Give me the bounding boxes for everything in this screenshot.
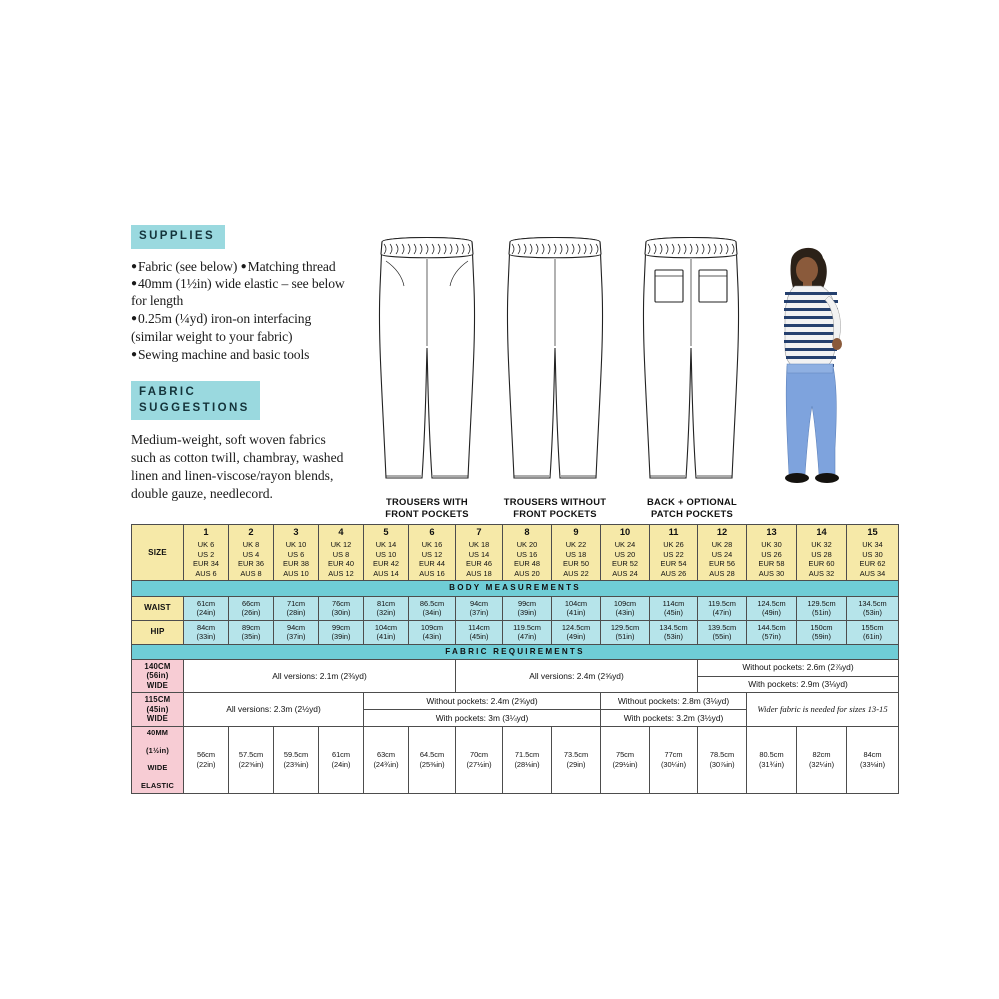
size-eur: EUR 34 [193,559,219,569]
value-in: (49in) [566,632,586,642]
value-in: (24¾in) [373,759,399,769]
size-us: US 28 [811,549,832,559]
size-aus: AUS 28 [709,568,735,578]
caption-line2: PATCH POCKETS [650,507,734,519]
value-in: (45in) [664,608,683,618]
fabric-requirements-band [132,644,899,659]
supplies-item-text: Sewing machine and basic tools [137,346,310,362]
elastic-7 [456,726,503,793]
size-col-15 [847,525,899,581]
elastic-13 [747,726,797,793]
hip-1 [184,620,229,644]
value-in: (55in) [712,632,732,642]
size-uk: UK 18 [468,539,490,549]
size-number: 11 [668,527,679,537]
value-cm: 73.5cm [563,750,589,760]
value-cm: 75cm [615,750,635,760]
value-cm: 66cm [241,598,261,608]
waist-12 [698,596,747,620]
size-eur: EUR 36 [238,559,264,569]
elastic-label [132,726,184,793]
fabric-140-label [132,659,184,693]
size-aus: AUS 12 [328,568,354,578]
label-line1: 140CM [144,661,171,671]
elastic-12 [698,726,747,793]
elastic-row [132,726,899,793]
size-col-1 [184,525,229,581]
model-wearing-trousers-illustration [757,236,869,498]
value-cm: 61cm [331,750,351,760]
value-in: (53in) [664,632,683,642]
waist-14 [797,596,847,620]
hip-9 [552,620,601,644]
elastic-10 [601,726,650,793]
size-col-9 [552,525,601,581]
waist-4 [319,596,364,620]
fabric-140-all-versions-b: All versions: 2.4m (2⅝yd) [456,659,698,693]
size-and-fabric-chart [131,524,899,794]
size-eur: EUR 46 [466,559,492,569]
fabric-heading-line1: FABRIC [139,386,197,399]
value-cm: 119.5cm [513,622,541,632]
size-number: 13 [766,527,777,537]
size-col-12 [698,525,747,581]
hip-2 [229,620,274,644]
fabric-115-with-pockets: With pockets: 3m (3¼yd) [364,710,601,727]
value-in: (41in) [376,632,396,642]
size-eur: EUR 42 [373,559,399,569]
value-in: (53in) [863,608,882,618]
value-cm: 94cm [286,622,306,632]
size-us: US 30 [862,549,883,559]
technical-drawing-caption [362,496,492,520]
value-in: (37in) [286,632,306,642]
size-us: US 26 [761,549,782,559]
size-number: 6 [429,527,435,537]
size-aus: AUS 20 [514,568,540,578]
technical-drawing-back-patch-pockets [624,228,760,520]
value-cm: 104cm [564,598,588,608]
size-uk: UK 6 [197,539,215,549]
bullet-icon: ● [131,313,137,325]
value-in: (37in) [469,608,489,618]
caption-line1: TROUSERS WITHOUT [503,496,607,507]
hip-6 [409,620,456,644]
value-cm: 84cm [863,750,882,760]
hip-11 [650,620,698,644]
trousers-front-pockets-illustration [362,228,492,490]
size-uk: UK 22 [565,539,587,549]
body-measurements-band [132,581,899,596]
size-uk: UK 12 [330,539,352,549]
value-cm: 124.5cm [757,598,786,608]
caption-line2: FRONT POCKETS [513,507,597,519]
value-in: (33⅛in) [859,759,886,769]
label-line1: 40MM [146,727,169,737]
value-in: (61in) [863,632,882,642]
size-eur: EUR 54 [660,559,687,569]
size-eur: EUR 58 [758,559,785,569]
size-aus: AUS 32 [808,568,835,578]
size-eur: EUR 44 [419,559,445,569]
elastic-4 [319,726,364,793]
size-uk: UK 16 [421,539,443,549]
value-cm: 76cm [331,598,351,608]
supplies-item-1 [131,258,353,310]
size-aus: AUS 8 [240,568,262,578]
value-in: (29½in) [612,759,638,769]
size-col-8 [503,525,552,581]
value-cm: 150cm [810,622,833,632]
elastic-14 [797,726,847,793]
bullet-icon: ● [131,260,137,272]
waist-8 [503,596,552,620]
waist-11 [650,596,698,620]
value-in: (24in) [331,759,351,769]
fabric-115-without-pockets-wide: Without pockets: 2.8m (3⅛yd) [601,693,747,710]
waist-6 [409,596,456,620]
size-number: 14 [816,527,827,537]
label-line2: (45in) [146,704,169,714]
fabric-140-without-pockets: Without pockets: 2.6m (2⅞yd) [698,659,899,676]
size-number: 8 [524,527,530,537]
hip-7 [456,620,503,644]
size-aus: AUS 24 [612,568,638,578]
fabric-115-label [132,693,184,727]
size-uk: UK 14 [375,539,397,549]
value-in: (27½in) [466,759,492,769]
value-in: (30¼in) [660,759,687,769]
technical-drawing-caption [624,496,760,520]
label-line2: (1½in) [146,745,169,755]
value-cm: 124.5cm [561,622,591,632]
size-aus: AUS 30 [758,568,785,578]
size-us: US 18 [565,549,587,559]
size-number: 10 [619,527,631,537]
value-in: (25⅜in) [419,759,445,769]
value-cm: 144.5cm [757,622,786,632]
size-eur: EUR 60 [808,559,835,569]
size-us: US 16 [516,549,538,559]
supplies-heading: SUPPLIES [131,225,225,249]
size-us: US 4 [242,549,260,559]
elastic-2 [229,726,274,793]
fabric-140-all-versions-a: All versions: 2.1m (2⅜yd) [184,659,456,693]
value-cm: 129.5cm [807,598,836,608]
size-aus: AUS 10 [283,568,309,578]
value-in: (41in) [566,608,586,618]
size-us: US 12 [421,549,443,559]
size-uk: UK 8 [242,539,260,549]
hip-5 [364,620,409,644]
supplies-item-3 [131,346,353,363]
size-number: 1 [203,527,209,537]
size-eur: EUR 52 [612,559,638,569]
hip-13 [747,620,797,644]
supplies-item-text: Fabric (see below) [137,258,238,274]
value-cm: 114cm [468,622,490,632]
elastic-5 [364,726,409,793]
elastic-15 [847,726,899,793]
size-aus: AUS 26 [660,568,687,578]
size-col-3 [274,525,319,581]
value-cm: 71.5cm [514,750,540,760]
size-label: SIZE [132,525,184,581]
value-in: (47in) [517,632,537,642]
waist-7 [456,596,503,620]
value-in: (24in) [196,608,216,618]
hip-8 [503,620,552,644]
size-aus: AUS 18 [466,568,492,578]
fabric-heading-line2: SUGGESTIONS [139,401,250,414]
label-line1: 115CM [144,695,171,705]
value-in: (26in) [241,608,261,618]
value-cm: 134.5cm [659,622,688,632]
size-col-10 [601,525,650,581]
value-cm: 99cm [331,622,351,632]
left-column [131,225,353,503]
size-uk: UK 24 [614,539,636,549]
size-aus: AUS 22 [563,568,589,578]
size-uk: UK 34 [862,539,883,549]
technical-drawing-caption [490,496,620,520]
size-us: US 8 [332,549,350,559]
supplies-item-text: Matching thread [247,258,336,274]
value-cm: 81cm [376,598,396,608]
supplies-item-2 [131,310,353,345]
size-number: 7 [476,527,482,537]
size-col-14 [797,525,847,581]
value-in: (22⅝in) [238,759,264,769]
waist-1 [184,596,229,620]
value-cm: 134.5cm [858,598,887,608]
value-in: (34in) [422,608,442,618]
value-in: (47in) [712,608,732,618]
value-cm: 114cm [662,598,685,608]
size-us: US 22 [663,549,684,559]
model-photo [757,236,869,498]
label-line4: ELASTIC [140,780,175,790]
hip-10 [601,620,650,644]
value-in: (45in) [469,632,489,642]
body-measurements-title: BODY MEASUREMENTS [132,581,899,596]
value-cm: 63cm [376,750,396,760]
value-cm: 78.5cm [709,750,735,760]
fabric-115-all-versions: All versions: 2.3m (2½yd) [184,693,364,727]
size-uk: UK 30 [761,539,782,549]
value-cm: 57.5cm [238,750,264,760]
value-cm: 104cm [374,622,398,632]
value-in: (22in) [196,759,216,769]
size-uk: UK 28 [711,539,733,549]
bullet-icon: ● [131,277,137,289]
value-cm: 80.5cm [759,750,784,760]
size-eur: EUR 48 [514,559,540,569]
value-in: (39in) [517,608,537,618]
size-number: 3 [293,527,299,537]
size-number: 2 [248,527,254,537]
supplies-item-text: 0.25m (¼yd) iron-on interfacing (similar weight to your fabric) [131,311,312,344]
value-in: (30⅞in) [709,759,735,769]
size-us: US 20 [614,549,636,559]
size-col-2 [229,525,274,581]
size-uk: UK 20 [516,539,538,549]
size-us: US 24 [711,549,733,559]
waist-label: WAIST [132,596,184,620]
size-number: 5 [383,527,389,537]
size-us: US 2 [197,549,215,559]
waist-3 [274,596,319,620]
value-cm: 61cm [196,598,216,608]
value-cm: 64.5cm [419,750,445,760]
value-in: (39in) [331,632,351,642]
value-cm: 70cm [469,750,489,760]
value-in: (35in) [241,632,261,642]
size-us: US 6 [287,549,305,559]
caption-line1: TROUSERS WITH [386,496,468,507]
waist-15 [847,596,899,620]
hip-12 [698,620,747,644]
waist-10 [601,596,650,620]
size-number: 9 [573,527,579,537]
value-in: (49in) [762,608,781,618]
hip-3 [274,620,319,644]
fabric-140-with-pockets: With pockets: 2.9m (3⅛yd) [698,676,899,693]
size-us: US 14 [468,549,490,559]
size-aus: AUS 6 [195,568,217,578]
size-col-11 [650,525,698,581]
value-in: (33in) [196,632,216,642]
value-cm: 139.5cm [707,622,737,632]
value-cm: 82cm [812,750,831,760]
trousers-back-illustration [624,228,760,490]
elastic-3 [274,726,319,793]
value-cm: 89cm [241,622,261,632]
caption-line2: FRONT POCKETS [385,507,469,519]
size-number: 12 [716,527,728,537]
value-cm: 56cm [196,750,216,760]
technical-drawing-front-without-pockets [490,228,620,520]
label-line2: (56in) [146,671,169,681]
fabric-115-without-pockets: Without pockets: 2.4m (2⅝yd) [364,693,601,710]
size-col-6 [409,525,456,581]
label-line3: WIDE [146,714,169,724]
size-aus: AUS 14 [373,568,399,578]
size-eur: EUR 56 [709,559,735,569]
value-in: (43in) [615,608,635,618]
hip-4 [319,620,364,644]
elastic-8 [503,726,552,793]
supplies-item-text: 40mm (1½in) wide elastic – see below for length [131,275,345,309]
value-cm: 94cm [469,598,489,608]
size-eur: EUR 62 [859,559,886,569]
caption-line1: BACK + OPTIONAL [647,496,737,507]
size-eur: EUR 38 [283,559,309,569]
elastic-9 [552,726,601,793]
value-in: (23⅜in) [283,759,309,769]
size-number: 15 [867,527,878,537]
value-in: (32¼in) [808,759,835,769]
fabric-115-row-a [132,693,899,710]
value-cm: 59.5cm [283,750,309,760]
value-in: (31¾in) [758,759,785,769]
value-in: (28in) [286,608,306,618]
supplies-list [131,258,353,364]
waist-row [132,596,899,620]
value-in: (28⅛in) [514,759,540,769]
value-cm: 109cm [613,598,637,608]
value-cm: 129.5cm [610,622,640,632]
size-number: 4 [338,527,344,537]
trousers-no-pockets-illustration [490,228,620,490]
fabric-suggestions-heading [131,381,260,420]
hip-label: HIP [132,620,184,644]
hip-15 [847,620,899,644]
fabric-140-row-a [132,659,899,676]
value-cm: 99cm [517,598,537,608]
value-cm: 119.5cm [708,598,736,608]
value-in: (43in) [422,632,442,642]
bullet-icon: ● [131,348,137,360]
size-aus: AUS 16 [419,568,445,578]
waist-13 [747,596,797,620]
hip-row [132,620,899,644]
waist-2 [229,596,274,620]
size-uk: UK 26 [663,539,684,549]
fabric-115-wider-note: Wider fabric is needed for sizes 13-15 [747,693,899,727]
size-col-13 [747,525,797,581]
value-in: (32in) [376,608,396,618]
bullet-icon: ● [240,260,247,272]
value-cm: 71cm [286,598,306,608]
size-eur: EUR 50 [563,559,589,569]
value-cm: 86.5cm [419,598,445,608]
value-cm: 77cm [664,750,683,760]
elastic-1 [184,726,229,793]
value-cm: 84cm [196,622,216,632]
value-in: (57in) [762,632,781,642]
value-cm: 155cm [861,622,884,632]
label-line3: WIDE [147,763,168,773]
size-col-5 [364,525,409,581]
fabric-requirements-title: FABRIC REQUIREMENTS [132,644,899,659]
value-in: (59in) [812,632,831,642]
size-col-7 [456,525,503,581]
waist-5 [364,596,409,620]
size-header-row [132,525,899,581]
size-aus: AUS 34 [859,568,886,578]
value-in: (30in) [331,608,351,618]
size-uk: UK 32 [811,539,832,549]
label-line3: WIDE [146,680,169,690]
value-in: (29in) [566,759,586,769]
size-uk: UK 10 [285,539,307,549]
value-in: (51in) [812,608,831,618]
size-us: US 10 [375,549,397,559]
fabric-115-with-pockets-wide: With pockets: 3.2m (3½yd) [601,710,747,727]
size-col-4 [319,525,364,581]
hip-14 [797,620,847,644]
technical-drawing-front-with-pockets [362,228,492,520]
value-in: (51in) [615,632,635,642]
waist-9 [552,596,601,620]
elastic-6 [409,726,456,793]
elastic-11 [650,726,698,793]
fabric-suggestions-text: Medium-weight, soft woven fabrics such as cotton twill, chambray, washed linen and linen-viscose/rayon blends, double gauze, needlecord. [131,432,344,502]
value-cm: 109cm [420,622,444,632]
size-eur: EUR 40 [328,559,354,569]
